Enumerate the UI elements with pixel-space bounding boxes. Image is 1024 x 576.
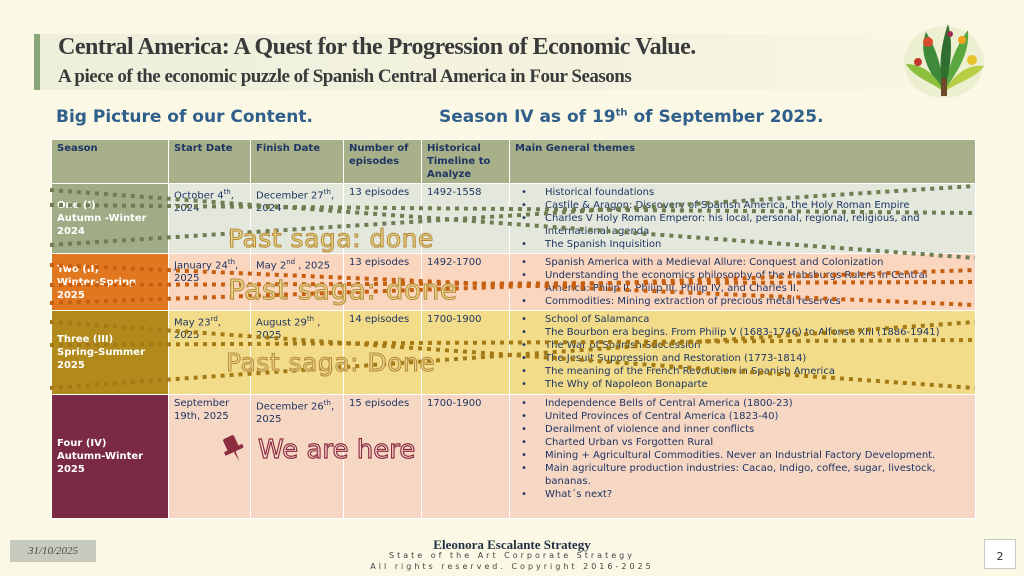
- episodes-cell: 14 episodes: [344, 311, 422, 395]
- list-item: • Main agriculture production industries: Cacao, Indigo, coffee, sugar, livestock, bananas.: [515, 462, 970, 488]
- list-item: • Castile & Aragon: Discovery of Spanish America, the Holy Roman Empire: [515, 199, 970, 212]
- list-item: • School of Salamanca: [515, 313, 970, 326]
- date-text: ,: [235, 260, 239, 272]
- season-name: Four (IV): [57, 438, 107, 449]
- slide-subtitle: A piece of the economic puzzle of Spanish Central America in Four Seasons: [58, 66, 632, 87]
- season-cell: [52, 184, 169, 254]
- date-text: May 2: [256, 260, 287, 272]
- date-text: ,: [330, 401, 335, 413]
- title-accent-bar: [34, 34, 40, 90]
- season-cell: [52, 311, 169, 395]
- slide-date: 31/10/2025: [10, 540, 96, 562]
- date-text: December 27: [256, 190, 324, 202]
- date-text: , 2025: [295, 260, 331, 272]
- seasons-table: [51, 139, 976, 519]
- timeline-cell: 1700-1900: [422, 311, 510, 395]
- themes-list: [515, 313, 970, 391]
- date-sup: th: [223, 188, 231, 196]
- date-year: 2024: [174, 203, 200, 215]
- table-header-row: [52, 140, 976, 184]
- date-text: ,: [230, 190, 234, 202]
- season-period: Autumn -Winter: [57, 213, 147, 224]
- season-period: Autumn-Winter: [57, 451, 144, 462]
- column-header: Number of episodes: [344, 140, 422, 184]
- list-item: • What´s next?: [515, 488, 970, 501]
- season-year: 2025: [57, 360, 85, 371]
- episodes-cell: 15 episodes: [344, 395, 422, 519]
- list-item: • United Provinces of Central America (1823-40): [515, 410, 970, 423]
- date-sup: rd: [210, 315, 218, 323]
- date-sup: th: [323, 188, 331, 196]
- date-text: August 29: [256, 317, 307, 329]
- themes-cell: [510, 311, 976, 395]
- date-year: 2025: [256, 414, 282, 426]
- column-header: Finish Date: [251, 140, 344, 184]
- date-sup: th: [323, 399, 331, 407]
- season-name: Three (III): [57, 334, 114, 345]
- footer-author: Eleonora Escalante Strategy: [433, 537, 591, 552]
- season-status-sup: th: [615, 107, 628, 119]
- season-year: 2025: [57, 464, 85, 475]
- date-text: September: [174, 398, 230, 409]
- column-header: Historical Timeline to Analyze: [422, 140, 510, 184]
- date-sup: nd: [286, 258, 296, 266]
- episodes-cell: 13 episodes: [344, 254, 422, 311]
- past-saga-stamp: Past saga: done: [228, 273, 458, 306]
- list-item: • The meaning of the French Revolution in Spanish America: [515, 365, 970, 378]
- list-item: • Independence Bells of Central America (1800-23): [515, 397, 970, 410]
- list-item: • Derailment of violence and inner conflicts: [515, 423, 970, 436]
- date-text: ,: [330, 190, 335, 202]
- date-text: ,: [217, 317, 221, 329]
- list-item: • The Spanish Inquisition: [515, 238, 970, 251]
- past-saga-stamp: Past saga: Done: [226, 348, 436, 377]
- timeline-cell: 1492-1700: [422, 254, 510, 311]
- season-period: Spring-Summer: [57, 347, 146, 358]
- column-header: Main General themes: [510, 140, 976, 184]
- date-sup: th: [227, 258, 236, 266]
- date-text: October 4: [174, 190, 224, 202]
- season-status-heading: [439, 107, 824, 127]
- list-item: • Charles V Holy Roman Emperor: his local, personal, regional, religious, and international agenda: [515, 212, 970, 238]
- page-number: 2: [984, 539, 1016, 569]
- table-row: [52, 311, 976, 395]
- date-year: 2025: [256, 330, 282, 342]
- season-status-suffix: of September 2025.: [627, 107, 824, 127]
- date-text: ,: [314, 317, 321, 329]
- date-year: 2025: [174, 330, 200, 342]
- timeline-cell: 1700-1900: [422, 395, 510, 519]
- footer-tagline: State of the Art Corporate Strategy: [389, 551, 635, 560]
- pushpin-icon: [213, 432, 253, 464]
- season-year: 2024: [57, 226, 85, 237]
- list-item: • Historical foundations: [515, 186, 970, 199]
- we-are-here-label: We are here: [258, 435, 416, 465]
- column-header: Season: [52, 140, 169, 184]
- date-year: 19th, 2025: [174, 411, 229, 422]
- date-text: May 23: [174, 317, 211, 329]
- list-item: • Mining + Agricultural Commodities. Never an Industrial Factory Development.: [515, 449, 970, 462]
- date-year: 2024: [256, 203, 282, 215]
- themes-list: [515, 397, 970, 501]
- themes-cell: [510, 184, 976, 254]
- episodes-cell: 13 episodes: [344, 184, 422, 254]
- leaf-logo-icon: [898, 12, 990, 104]
- season-period: Winter-Spring: [57, 276, 137, 288]
- season-status-prefix: Season IV as of 19: [439, 107, 616, 127]
- list-item: • Commodities: Mining extraction of precious metal reserves: [515, 295, 970, 308]
- list-item: • The Why of Napoleon Bonaparte: [515, 378, 970, 391]
- table-row: [52, 184, 976, 254]
- themes-list: [515, 256, 970, 308]
- list-item: • The War of Spanish Succession: [515, 339, 970, 352]
- season-cell: [52, 254, 169, 311]
- themes-cell: [510, 395, 976, 519]
- past-saga-stamp: Past saga: done: [228, 224, 434, 253]
- themes-cell: [510, 254, 976, 311]
- list-item: • Understanding the economics philosophy of the Habsburgs Rulers in Central America: Philip II, Philip III, Philip IV, and Charles II.: [515, 269, 970, 295]
- date-year: 2025: [174, 273, 200, 285]
- slide-title: Central America: A Quest for the Progression of Economic Value.: [58, 34, 696, 60]
- list-item: • The Jesuit Suppression and Restoration (1773-1814): [515, 352, 970, 365]
- date-sup: th: [306, 315, 315, 323]
- footer-copyright: All rights reserved. Copyright 2016-2025: [370, 562, 654, 571]
- table-row: [52, 395, 976, 519]
- season-name: One (I): [57, 200, 96, 211]
- list-item: • Charted Urban vs Forgotten Rural: [515, 436, 970, 449]
- list-item: • The Bourbon era begins. From Philip V (1683-1746) to Alfonso XIII (1886-1941): [515, 326, 970, 339]
- big-picture-heading: Big Picture of our Content.: [56, 107, 313, 127]
- themes-list: [515, 186, 970, 251]
- season-year: 2025: [57, 289, 85, 301]
- date-text: January 24: [174, 260, 228, 272]
- column-header: Start Date: [169, 140, 251, 184]
- table-row: [52, 254, 976, 311]
- season-name: Two (II): [57, 263, 99, 275]
- timeline-cell: 1492-1558: [422, 184, 510, 254]
- date-text: December 26: [256, 401, 324, 413]
- list-item: • Spanish America with a Medieval Allure: Conquest and Colonization: [515, 256, 970, 269]
- season-cell: [52, 395, 169, 519]
